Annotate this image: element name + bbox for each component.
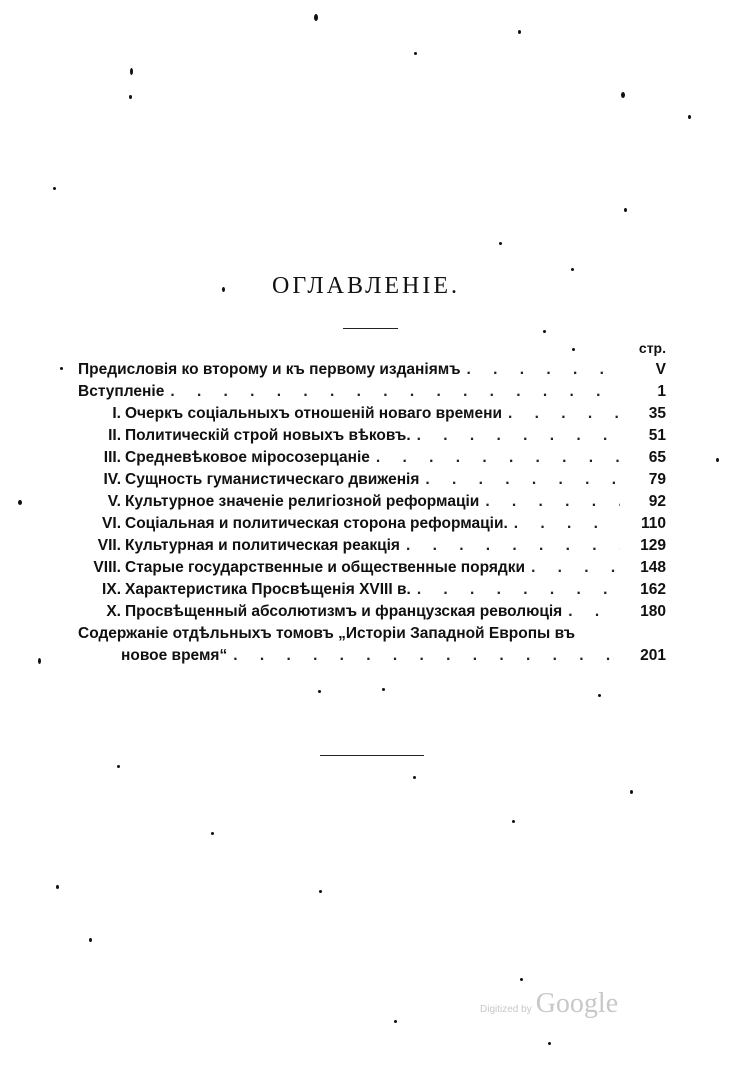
- toc-entry-page: V: [655, 361, 666, 378]
- toc-entry: [76, 361, 666, 383]
- leader-dots: [233, 647, 620, 665]
- toc-entry-number: I.: [112, 405, 121, 422]
- end-divider: [320, 755, 424, 756]
- toc-entry-title: Политическій строй новыхъ вѣковъ.: [125, 427, 411, 444]
- watermark-logo: Google: [535, 988, 619, 1019]
- toc-entry-number: VIII.: [93, 559, 121, 576]
- toc-entry-title-line2: новое время“: [121, 647, 228, 664]
- toc-entry: [76, 603, 666, 625]
- toc-entry-continuation: [76, 647, 666, 669]
- digitized-watermark: [480, 988, 618, 1020]
- toc-entry-title: Соціальная и политическая сторона реформаціи.: [125, 515, 508, 532]
- page-title: ОГЛАВЛЕНІЕ.: [271, 273, 461, 299]
- toc-entry-page: 79: [648, 471, 666, 488]
- toc-entry-page: 110: [640, 515, 666, 532]
- toc-entry-number: X.: [106, 603, 121, 620]
- toc-entry-page: 180: [640, 603, 666, 620]
- title-divider: [343, 328, 398, 329]
- leader-dots: [568, 603, 620, 621]
- toc-entry: [76, 559, 666, 581]
- toc-entry-page: 92: [648, 493, 666, 510]
- watermark-small-text: Digitized by: [480, 1004, 532, 1015]
- toc-entry-page: 35: [648, 405, 666, 422]
- toc-entry-title: Сущность гуманистическаго движенія: [125, 471, 420, 488]
- toc-entry-title-line1: Содержаніе отдѣльныхъ томовъ „Исторіи Западной Европы въ: [78, 625, 576, 642]
- toc-entry-number: IX.: [102, 581, 121, 598]
- leader-dots: [514, 515, 620, 533]
- toc-entry: [76, 427, 666, 449]
- toc-entry-page: 201: [640, 647, 666, 664]
- toc-entry-title: Просвѣщенный абсолютизмъ и французская революція: [125, 603, 563, 620]
- leader-dots: [425, 471, 620, 489]
- toc-entry: [76, 471, 666, 493]
- toc-entry-page: 65: [648, 449, 666, 466]
- toc-entry-number: VI.: [102, 515, 121, 532]
- toc-entry-number: III.: [103, 449, 121, 466]
- toc-entry-number: VII.: [97, 537, 121, 554]
- toc-entry-page: 162: [640, 581, 666, 598]
- toc-entry: [76, 383, 666, 405]
- table-of-contents: [76, 361, 666, 669]
- toc-entry: [76, 405, 666, 427]
- leader-dots: [417, 427, 620, 445]
- toc-entry-title: Характеристика Просвѣщенія XVIII в.: [125, 581, 411, 598]
- toc-entry-page: 1: [657, 383, 666, 400]
- toc-entry-title: Предисловія ко второму и къ первому изданіямъ: [78, 361, 461, 378]
- toc-entry-page: 51: [648, 427, 666, 444]
- leader-dots: [417, 581, 620, 599]
- toc-entry: [76, 537, 666, 559]
- toc-entry: [76, 515, 666, 537]
- toc-entry-number: II.: [108, 427, 121, 444]
- leader-dots: [376, 449, 620, 467]
- toc-entry-page: 148: [640, 559, 666, 576]
- toc-entry-title: Средневѣковое міросозерцаніе: [125, 449, 370, 466]
- leader-dots: [467, 361, 620, 379]
- toc-entry-multiline: [76, 625, 666, 647]
- leader-dots: [531, 559, 620, 577]
- page-column-label: стр.: [638, 340, 666, 356]
- toc-entry-page: 129: [640, 537, 666, 554]
- leader-dots: [170, 383, 620, 401]
- leader-dots: [485, 493, 620, 511]
- toc-entry: [76, 493, 666, 515]
- toc-entry-number: V.: [107, 493, 121, 510]
- leader-dots: [406, 537, 620, 555]
- toc-entry-title: Вступленіе: [78, 383, 165, 400]
- toc-entry-title: Старые государственные и общественные порядки: [125, 559, 526, 576]
- toc-entry: [76, 581, 666, 603]
- toc-entry-title: Культурная и политическая реакція: [125, 537, 400, 554]
- leader-dots: [508, 405, 620, 423]
- toc-entry: [76, 449, 666, 471]
- toc-entry-title: Очеркъ соціальныхъ отношеній новаго времени: [125, 405, 502, 422]
- toc-entry-number: IV.: [103, 471, 121, 488]
- toc-entry-title: Культурное значеніе религіозной реформаціи: [125, 493, 480, 510]
